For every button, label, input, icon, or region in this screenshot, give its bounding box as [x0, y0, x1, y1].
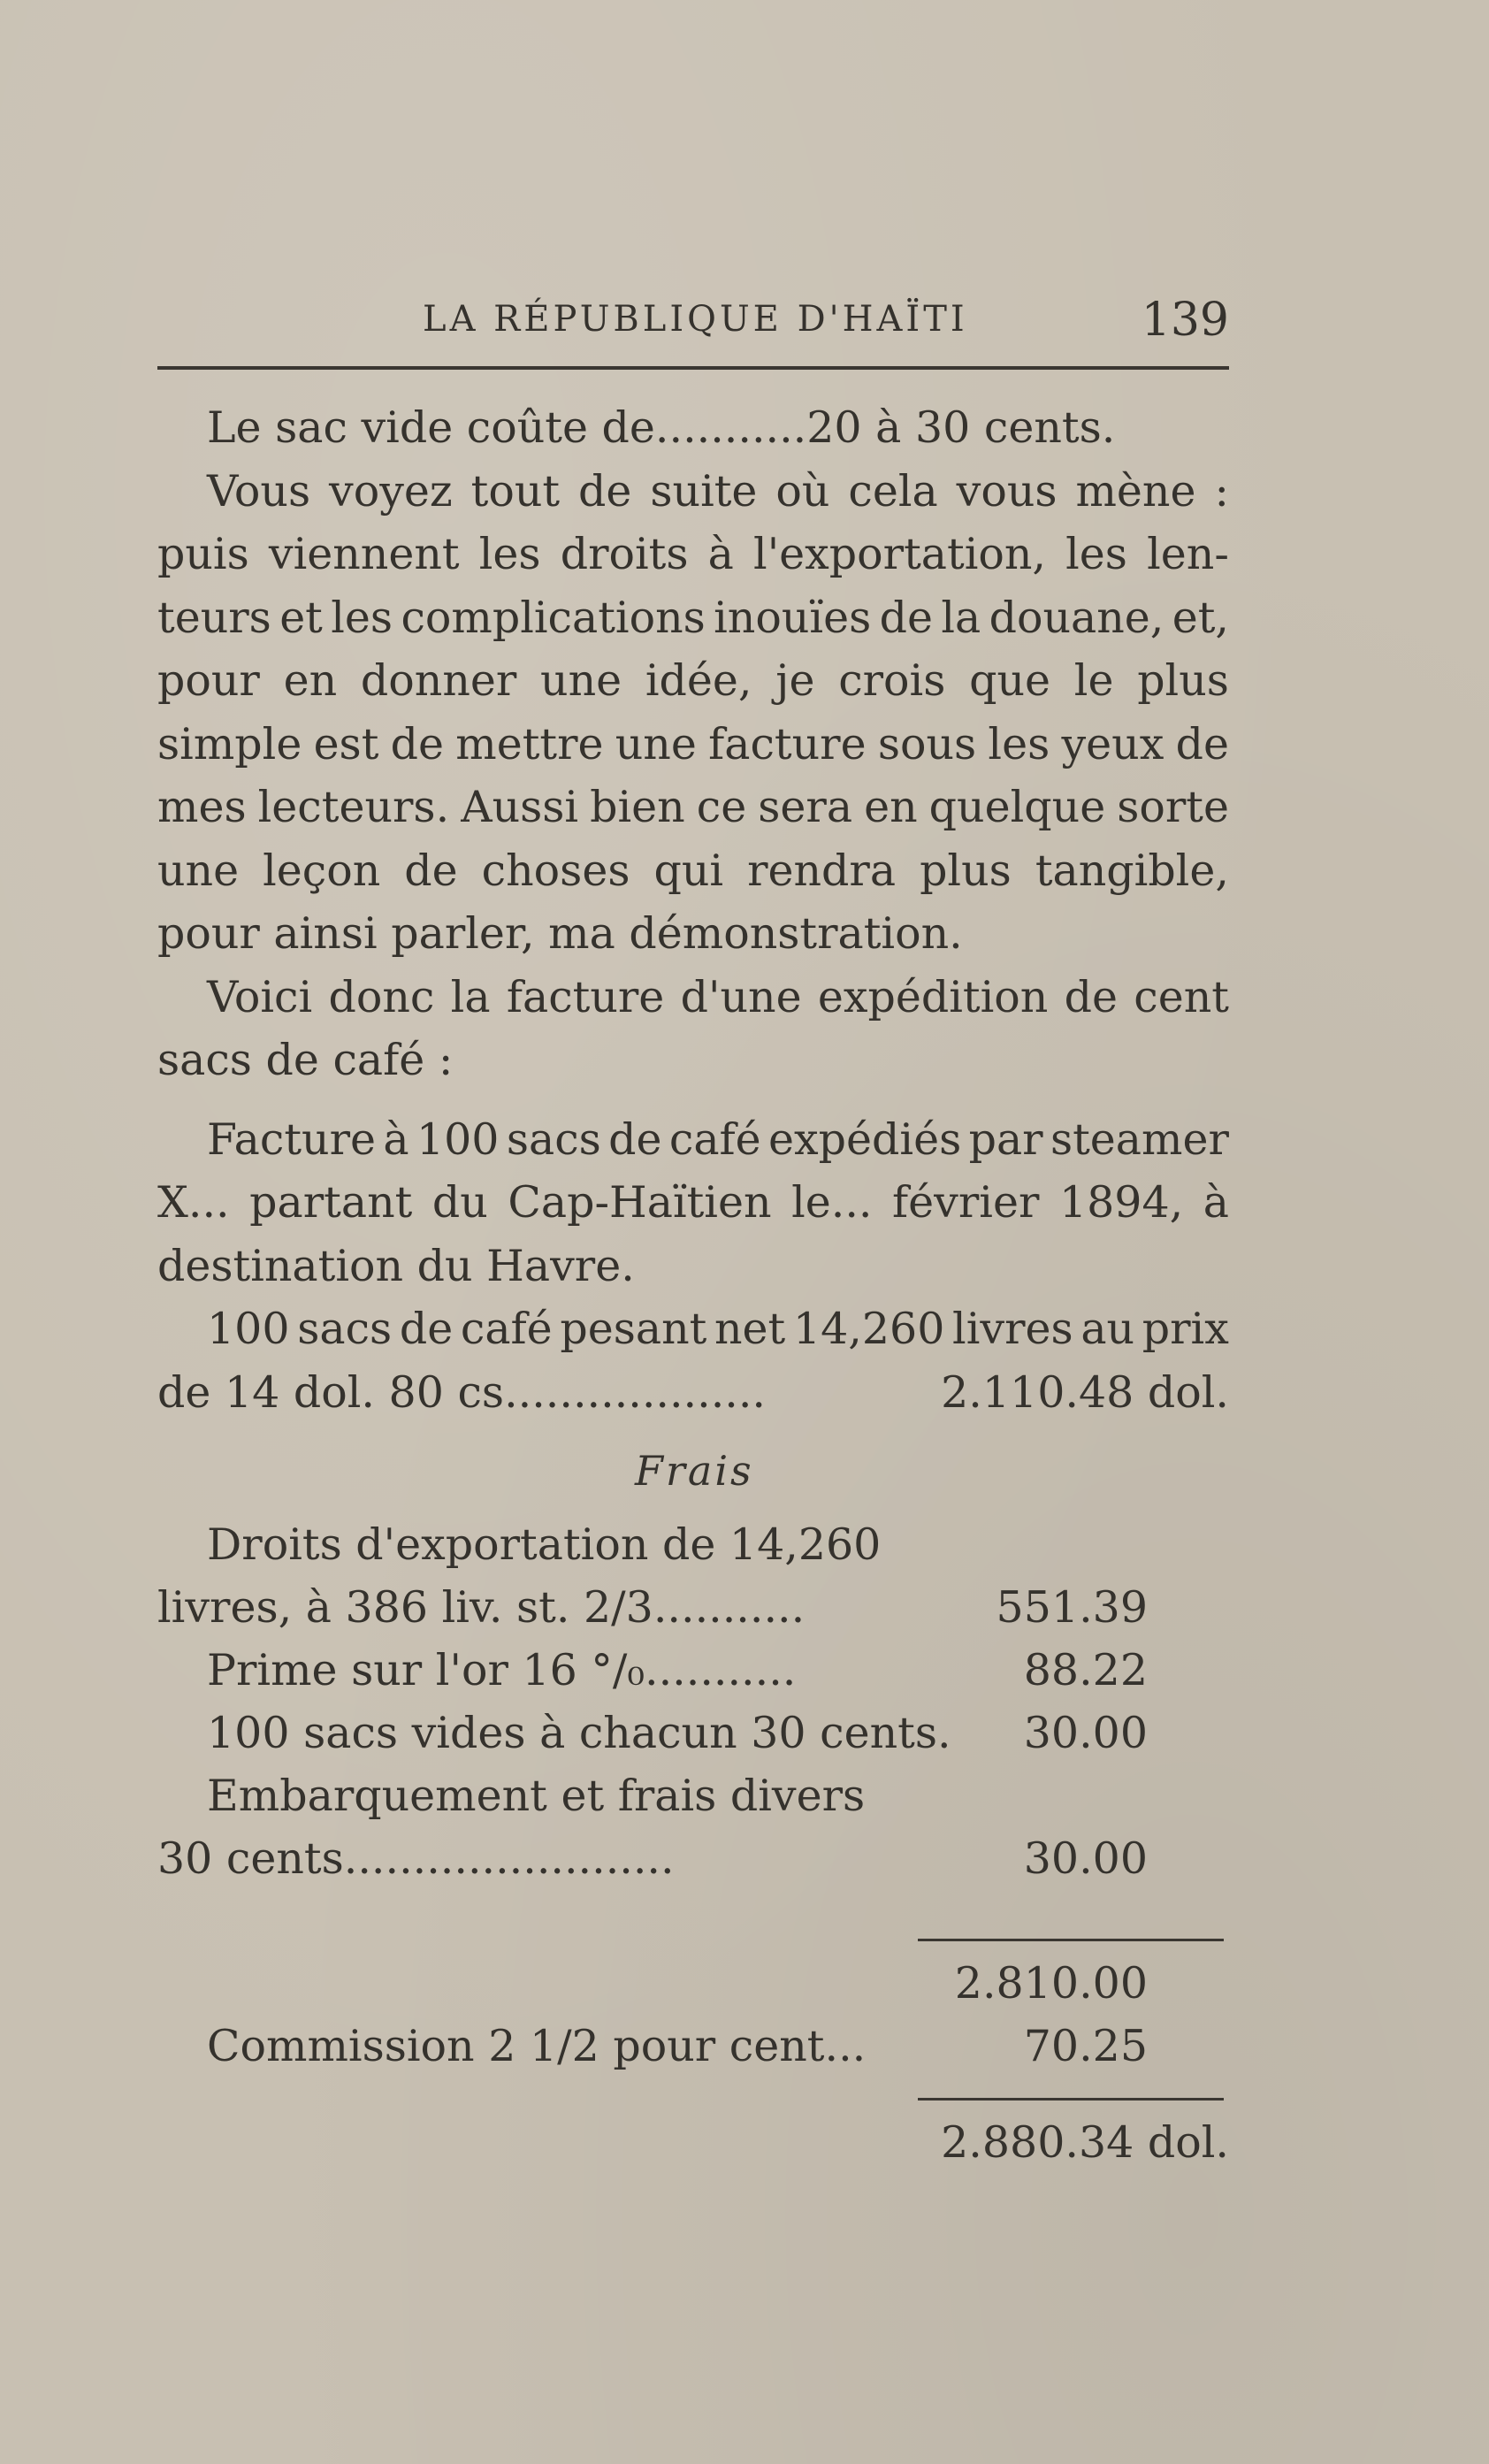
text-line: [157, 396, 1229, 460]
word: de: [1175, 718, 1229, 769]
invoice-item-amount: 30.00: [1023, 1708, 1148, 1758]
word: sacs: [506, 1113, 601, 1165]
word: net: [714, 1304, 786, 1354]
word: pour: [157, 655, 260, 706]
word: donner: [360, 655, 517, 706]
word: est: [313, 718, 379, 769]
word: la: [941, 592, 981, 643]
word: ce: [696, 782, 747, 832]
text-line: [157, 586, 1229, 650]
word: facture: [506, 971, 665, 1022]
word: tangible,: [1035, 845, 1229, 896]
word: à: [707, 529, 734, 579]
line-text: Le sac vide coûte de...........20 à 30 cents.: [207, 402, 1116, 453]
word: crois: [838, 655, 946, 706]
text-line: [157, 1235, 1229, 1298]
word: Voici: [207, 971, 313, 1022]
text-line: [157, 902, 1229, 966]
total-row: [157, 2117, 1229, 2180]
word: voyez: [329, 465, 453, 517]
word: de: [608, 1113, 662, 1165]
word: prix: [1142, 1304, 1229, 1354]
word: expédiés: [768, 1113, 962, 1165]
word: leçon: [263, 845, 381, 896]
word: par: [968, 1113, 1043, 1165]
word: de: [578, 465, 632, 517]
price-amount: 2.110.48 dol.: [941, 1366, 1229, 1418]
word: au: [1080, 1304, 1135, 1354]
word: complications: [401, 592, 706, 643]
word: bien: [590, 782, 685, 832]
invoice-item-amount: 30.00: [1023, 1833, 1148, 1884]
price-label: de 14 dol. 80 cs...................: [157, 1366, 767, 1418]
header-rule: [157, 366, 1229, 370]
word: quelque: [928, 782, 1106, 832]
word: la: [450, 971, 491, 1022]
text-line: [157, 523, 1229, 586]
text-line: [157, 966, 1229, 1029]
word: à: [383, 1113, 409, 1165]
word: les: [478, 529, 541, 579]
word: les: [1065, 529, 1127, 579]
price-line: [157, 1361, 1229, 1425]
text-line: [157, 713, 1229, 777]
word: inouïes: [714, 592, 872, 643]
word: mettre: [455, 718, 604, 769]
word: mène: [1075, 465, 1196, 517]
word: droits: [560, 529, 689, 579]
word: sacs: [297, 1304, 393, 1354]
word: idée,: [645, 655, 752, 706]
subtotal-row: [157, 1958, 1148, 2021]
word: je: [775, 655, 815, 706]
subtotal-amount: 2.810.00: [954, 1958, 1148, 2009]
word: sorte: [1117, 782, 1229, 832]
invoice-item-label: Prime sur l'or 16 °/₀...........: [207, 1645, 797, 1695]
word: 14,260: [792, 1304, 945, 1354]
text-line: [157, 1171, 1229, 1235]
word: qui: [653, 845, 724, 896]
invoice-item: [157, 1833, 1148, 1896]
word: suite: [650, 465, 758, 517]
word: mes: [157, 782, 247, 832]
word: à: [1203, 1177, 1229, 1228]
word: teurs: [157, 592, 271, 643]
word: puis: [157, 529, 249, 579]
word: Cap-Haïtien: [508, 1177, 772, 1228]
page-number: 139: [1141, 294, 1229, 347]
word: de: [390, 718, 445, 769]
line-text: pour ainsi parler, ma démonstration.: [157, 908, 963, 959]
word: plus: [920, 845, 1012, 896]
word: sera: [758, 782, 853, 832]
word: de: [879, 592, 933, 643]
invoice-item: [157, 1708, 1148, 1771]
body-text: [157, 396, 1229, 1424]
commission-label: Commission 2 1/2 pour cent...: [207, 2021, 867, 2071]
word: donc: [328, 971, 435, 1022]
word: X...: [157, 1177, 230, 1228]
frais-heading: Frais: [635, 1447, 754, 1495]
word: le: [1073, 655, 1114, 706]
word: une: [540, 655, 622, 706]
invoice-item-amount: 551.39: [996, 1582, 1148, 1633]
word: douane,: [989, 592, 1164, 643]
word: les: [988, 718, 1050, 769]
word: vous: [956, 465, 1058, 517]
word: sous: [877, 718, 977, 769]
word: facture: [708, 718, 867, 769]
invoice-item-label: Embarquement et frais divers: [207, 1771, 866, 1821]
text-line: [157, 649, 1229, 713]
word: len-: [1147, 529, 1229, 579]
word: en: [864, 782, 918, 832]
word: simple: [157, 718, 302, 769]
total-rule: [918, 2098, 1224, 2101]
text-line: [157, 1297, 1229, 1361]
invoice-item-label: livres, à 386 liv. st. 2/3...........: [157, 1582, 806, 1633]
total-amount: 2.880.34 dol.: [941, 2117, 1229, 2168]
word: cela: [848, 465, 938, 517]
commission-amount: 70.25: [1023, 2021, 1148, 2071]
word: yeux: [1061, 718, 1164, 769]
word: 1894,: [1058, 1177, 1184, 1228]
running-header: [157, 294, 1229, 363]
word: les: [331, 592, 393, 643]
word: steamer: [1050, 1113, 1229, 1165]
word: café: [668, 1113, 761, 1165]
line-text: sacs de café :: [157, 1035, 454, 1085]
word: Aussi: [461, 782, 579, 832]
word: en: [283, 655, 338, 706]
word: une: [615, 718, 697, 769]
word: cent: [1134, 971, 1229, 1022]
text-line: [157, 839, 1229, 903]
invoice-item: [157, 1582, 1148, 1645]
word: du: [431, 1177, 488, 1228]
word: rendra: [747, 845, 897, 896]
text-line: [157, 1029, 1229, 1092]
invoice-item: [157, 1645, 1148, 1708]
word: 100: [416, 1113, 500, 1165]
word: tout: [470, 465, 561, 517]
line-text: destination du Havre.: [157, 1240, 635, 1291]
subtotal-rule: [918, 1939, 1224, 1941]
word: le...: [791, 1177, 873, 1228]
word: expédition: [817, 971, 1049, 1022]
word: et: [279, 592, 323, 643]
word: où: [775, 465, 830, 517]
word: que: [969, 655, 1051, 706]
word: livres: [952, 1304, 1073, 1354]
text-line: [157, 1108, 1229, 1172]
word: une: [157, 845, 240, 896]
word: plus: [1137, 655, 1229, 706]
word: février: [892, 1177, 1040, 1228]
text-line: [157, 460, 1229, 524]
word: et,: [1172, 592, 1229, 643]
word: de: [404, 845, 458, 896]
word: d'une: [680, 971, 802, 1022]
word: lecteurs.: [257, 782, 450, 832]
running-title: LA RÉPUBLIQUE D'HAÏTI: [423, 299, 968, 340]
invoice-item-label: 30 cents........................: [157, 1833, 675, 1884]
word: partant: [249, 1177, 413, 1228]
word: Facture: [207, 1113, 376, 1165]
word: Vous: [207, 465, 311, 517]
invoice-item-label: Droits d'exportation de 14,260: [207, 1519, 882, 1570]
word: viennent: [268, 529, 460, 579]
commission-row: [157, 2021, 1148, 2084]
word: pesant: [560, 1304, 707, 1354]
text-line: [157, 776, 1229, 839]
word: choses: [481, 845, 630, 896]
word: l'exportation,: [753, 529, 1046, 579]
word: 100: [207, 1304, 290, 1354]
word: de: [399, 1304, 454, 1354]
word: :: [1214, 465, 1229, 517]
invoice-item-label: 100 sacs vides à chacun 30 cents.: [207, 1708, 951, 1758]
invoice-item-amount: 88.22: [1023, 1645, 1148, 1695]
word: de: [1064, 971, 1118, 1022]
word: café: [460, 1304, 553, 1354]
